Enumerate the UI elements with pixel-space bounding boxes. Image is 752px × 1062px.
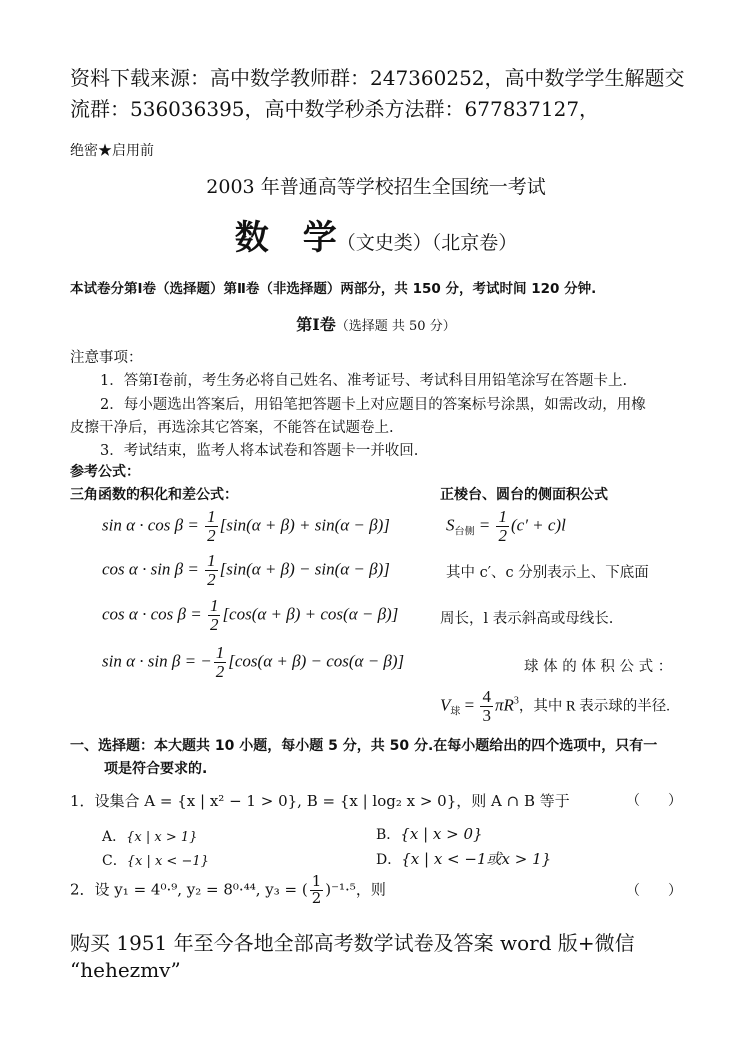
frustum-where-1: 其中 c′、c 分别表示上、下底面 xyxy=(446,565,649,581)
part1-sub: （选择题 共 50 分） xyxy=(335,319,456,334)
q1-stem: 1．设集合 A = {x | x² − 1 > 0}, B = {x | log₂ x > 0}，则 A ∩ B 等于 xyxy=(70,792,570,810)
subject-main: 数 学 xyxy=(234,218,337,258)
option-label: D． xyxy=(376,852,402,868)
sphere-formula: $V_球$ = $\frac{4}{3}$ $\pi R^3$，其中 R 表示球的半径. xyxy=(440,687,670,725)
formula-rhs: [cos(α + β) − cos(α − β)] xyxy=(228,651,405,671)
footer-line2: “hehezmv” xyxy=(70,958,181,982)
section1-line1: 一、选择题：本大题共 10 小题，每小题 5 分，共 50 分.在每小题给出的四个选项中，只有一 xyxy=(70,738,658,754)
fraction-half xyxy=(205,552,218,589)
q2-answer-paren: （ ） xyxy=(626,883,682,899)
fraction-half xyxy=(310,874,324,907)
frustum-rhs: (c′ + c)l xyxy=(510,515,566,535)
note-2a: 2．每小题选出答案后，用铅笔把答题卡上对应题目的答案标号涂黑，如需改动，用橡 xyxy=(100,397,646,413)
fraction-half xyxy=(205,508,218,545)
note-2b: 皮擦干净后，再选涂其它答案，不能答在试题卷上. xyxy=(70,420,394,436)
q1-option-d xyxy=(376,848,551,869)
q2-stem-end: )⁻¹·⁵，则 xyxy=(325,880,386,899)
fraction-num: 1 xyxy=(209,596,219,615)
fraction-den: 2 xyxy=(209,614,219,634)
fraction-den: 2 xyxy=(311,888,322,907)
exam-title: 2003 年普通高等学校招生全国统一考试 xyxy=(206,176,546,198)
fraction-den: 3 xyxy=(482,705,491,725)
section1-line2: 项是符合要求的. xyxy=(104,761,208,777)
q1-option-b xyxy=(376,824,483,844)
fraction-den: 2 xyxy=(215,661,225,681)
formulas-heading: 参考公式： xyxy=(70,464,140,480)
formula-lhs: sin α · sin β = − xyxy=(102,651,212,671)
fraction-half xyxy=(208,597,221,634)
option-text: {x | x < −1} xyxy=(126,854,209,869)
formula-sin-cos xyxy=(102,508,390,545)
fraction-num: 1 xyxy=(311,872,322,890)
sphere-heading: 球 体 的 体 积 公 式 ： xyxy=(524,659,673,675)
fraction-four-thirds xyxy=(480,688,493,725)
option-label: C． xyxy=(102,853,127,869)
v-subscript: 球 xyxy=(450,706,461,718)
frustum-heading: 正棱台、圆台的侧面积公式 xyxy=(440,487,608,503)
formula-lhs: cos α · cos β = xyxy=(102,604,206,624)
formula-cos-sin xyxy=(102,552,390,589)
formula-lhs: cos α · sin β = xyxy=(102,559,204,579)
fraction-num: 1 xyxy=(215,643,225,662)
option-label: B． xyxy=(376,827,401,843)
subject-title xyxy=(0,210,752,259)
note-1: 1．答第Ⅰ卷前，考生务必将自己姓名、准考证号、考试科目用铅笔涂写在答题卡上. xyxy=(100,373,628,389)
footer-line1: 购买 1951 年至今各地全部高考数学试卷及答案 word 版+微信 xyxy=(70,931,635,955)
q2-stem xyxy=(70,874,386,907)
q1-option-a xyxy=(102,826,197,846)
fraction-den: 2 xyxy=(207,525,216,545)
v-rhs: πR xyxy=(494,695,514,715)
option-label: A． xyxy=(102,829,127,845)
subject-sub: （文史类）（北京卷） xyxy=(336,232,518,254)
v-symbol: V xyxy=(440,695,451,715)
q2-stem-start: 2．设 y₁ = 4⁰·⁹, y₂ = 8⁰·⁴⁴, y₃ = ( xyxy=(70,880,308,899)
frustum-where-2: 周长，l 表示斜高或母线长. xyxy=(440,611,614,627)
part1-title xyxy=(0,312,752,335)
formula-lhs: sin α · cos β = xyxy=(102,515,204,535)
v-power: 3 xyxy=(513,695,519,707)
q1-answer-paren: （ ） xyxy=(626,793,682,809)
s-subscript: 台侧 xyxy=(454,526,475,538)
note-3: 3．考试结束，监考人将本试卷和答题卡一并收回. xyxy=(100,443,419,459)
option-text: {x | x > 1} xyxy=(126,830,198,845)
fraction-den: 2 xyxy=(498,525,507,545)
intro-text: 本试卷分第Ⅰ卷（选择题）第Ⅱ卷（非选择题）两部分，共 150 分，考试时间 120 分钟. xyxy=(70,281,597,297)
fraction-num: 4 xyxy=(482,687,491,706)
fraction-den: 2 xyxy=(207,569,216,589)
formula-rhs: [sin(α + β) − sin(α − β)] xyxy=(219,559,390,579)
formula-sin-sin xyxy=(102,644,404,681)
s-symbol: S xyxy=(446,515,455,535)
fraction-num: 1 xyxy=(207,507,216,526)
notes-heading: 注意事项： xyxy=(70,350,143,366)
source-header-line2: 流群：536036395，高中数学秒杀方法群：677837127， xyxy=(70,97,600,121)
option-text: {x | x > 0} xyxy=(400,825,483,843)
v-note: ，其中 R 表示球的半径. xyxy=(518,698,670,715)
q1-option-c xyxy=(102,850,209,870)
part1-main: 第Ⅰ卷 xyxy=(296,315,336,334)
fraction-num: 1 xyxy=(498,507,507,526)
formula-rhs: [sin(α + β) + sin(α − β)] xyxy=(219,515,390,535)
formula-rhs: [cos(α + β) + cos(α − β)] xyxy=(222,604,399,624)
option-text: {x | x < −1或x > 1} xyxy=(401,850,552,868)
source-header-line1: 资料下载来源：高中数学教师群：247360252，高中数学学生解题交 xyxy=(70,66,685,90)
fraction-half xyxy=(496,508,509,545)
trig-heading: 三角函数的积化和差公式： xyxy=(70,487,238,503)
fraction-half xyxy=(214,644,227,681)
fraction-num: 1 xyxy=(207,551,216,570)
secret-label: 绝密★启用前 xyxy=(70,143,154,159)
formula-cos-cos xyxy=(102,597,398,634)
frustum-formula: $S_{台侧}$ = $\frac{1}{2}$ (c′ + c)l xyxy=(446,507,566,545)
